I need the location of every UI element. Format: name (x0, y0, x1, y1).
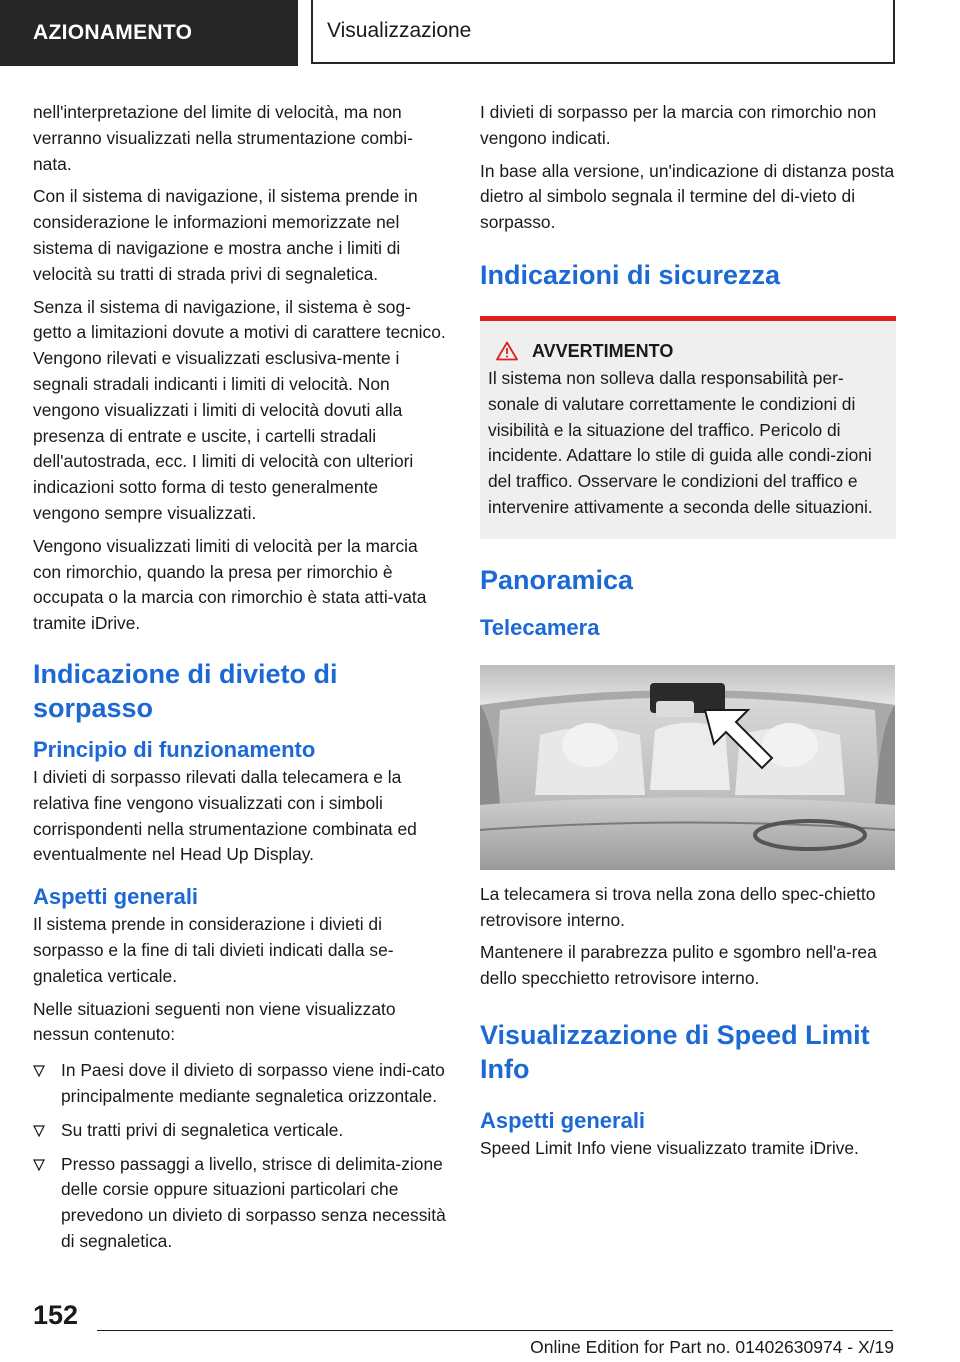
subsection-heading: Aspetti generali (33, 884, 199, 910)
paragraph: Vengono visualizzati limiti di velocità per la marcia con rimorchio, quando la presa per rimorchio è occupata o la marcia con rimorchio è stata atti-vata tramite iDrive. (33, 535, 427, 634)
paragraph: nell'interpretazione del limite di velocità, ma non verranno visualizzati nella strumentazione combi-nata. (33, 102, 413, 174)
warning-icon (496, 341, 518, 361)
section-heading: Indicazione di divieto di sorpasso (33, 658, 338, 723)
car-interior-illustration (480, 665, 895, 870)
paragraph: Il sistema prende in considerazione i divieti di sorpasso e la fine di tali divieti indicati dalla se-gnaletica verticale. (33, 914, 394, 986)
triangle-bullet-icon (33, 1159, 45, 1171)
list-item-text: Su tratti privi di segnaletica verticale. (61, 1119, 344, 1140)
bullet-list (33, 1058, 449, 1255)
warning-title: AVVERTIMENTO (532, 340, 674, 361)
list-item (33, 1152, 449, 1255)
section-heading: Indicazioni di sicurezza (480, 259, 781, 290)
warning-box (480, 316, 896, 539)
paragraph: I divieti di sorpasso rilevati dalla telecamera e la relativa fine vengono visualizzati con i simboli corrispondenti nella strumentazione combinata ed eventualmente nel Head Up Display. (33, 766, 417, 865)
list-item (33, 1058, 449, 1110)
chapter-label: Visualizzazione (311, 0, 895, 64)
footer-divider (97, 1330, 893, 1331)
list-item-text: Presso passaggi a livello, strisce di delimita-zione delle corsie oppure situazioni particolari che prevedono un divieto di sorpasso senza necessità di segnaletica. (61, 1153, 446, 1251)
warning-header (496, 341, 888, 362)
paragraph: In base alla versione, un'indicazione di distanza posta dietro al simbolo segnala il termine del di-vieto di sorpasso. (480, 160, 895, 233)
right-column (480, 100, 896, 1169)
triangle-bullet-icon (33, 1065, 45, 1077)
paragraph: Con il sistema di navigazione, il sistema prende in considerazione le informazioni memorizzate nel sistema di navigazione e mostra anche i limiti di velocità su tratti di strada privi di segnaletica. (33, 186, 418, 284)
paragraph: Senza il sistema di navigazione, il sistema è sog-getto a limitazioni dovute a motivi di carattere tecnico. Vengono rilevati e visualizzati esclusiva-mente i segnali stradali indicanti i limiti di velocità. Non vengono visualizzati i limiti di velocità dovuti alla presenza di entrate e uscite, i cartelli stradali dell'autostrada, ecc. I limiti di velocità con ulteriori indicazioni sotto forma di testo generalmente vengono sempre visualizzati. (33, 296, 446, 523)
paragraph: La telecamera si trova nella zona dello spec-chietto retrovisore interno. (480, 883, 876, 930)
section-heading: Visualizzazione di Speed Limit Info (480, 1019, 870, 1084)
warning-text: Il sistema non solleva dalla responsabilità per-sonale di valutare correttamente le condizioni di visibilità e la situazione del traffico. Pericolo di incidente. Adattare lo stile di guida alle condi-zioni del traffico. Osservare le condizioni del traffico e intervenire attivamente a seconda delle situazioni. (488, 367, 873, 517)
subsection-heading: Aspetti generali (480, 1107, 646, 1133)
edition-note: Online Edition for Part no. 01402630974 - X/19 (530, 1337, 894, 1357)
list-item-text: In Paesi dove il divieto di sorpasso viene indi-cato principalmente mediante segnaletica orizzontale. (61, 1060, 445, 1106)
paragraph: Speed Limit Info viene visualizzato tramite iDrive. (480, 1137, 859, 1158)
camera-photo (480, 665, 895, 870)
paragraph: Mantenere il parabrezza pulito e sgombro nell'a-rea dello specchietto retrovisore interno. (480, 942, 877, 989)
triangle-bullet-icon (33, 1125, 45, 1137)
subsection-heading: Principio di funzionamento (33, 736, 316, 762)
page-number: 152 (33, 1300, 79, 1330)
paragraph: I divieti di sorpasso per la marcia con rimorchio non vengono indicati. (480, 102, 877, 148)
list-item (33, 1118, 449, 1144)
page-header (0, 0, 960, 66)
subsection-heading: Telecamera (480, 614, 600, 640)
section-heading: Panoramica (480, 564, 634, 595)
left-column (33, 100, 449, 1263)
paragraph: Nelle situazioni seguenti non viene visualizzato nessun contenuto: (33, 998, 396, 1045)
section-label: AZIONAMENTO (0, 0, 298, 66)
